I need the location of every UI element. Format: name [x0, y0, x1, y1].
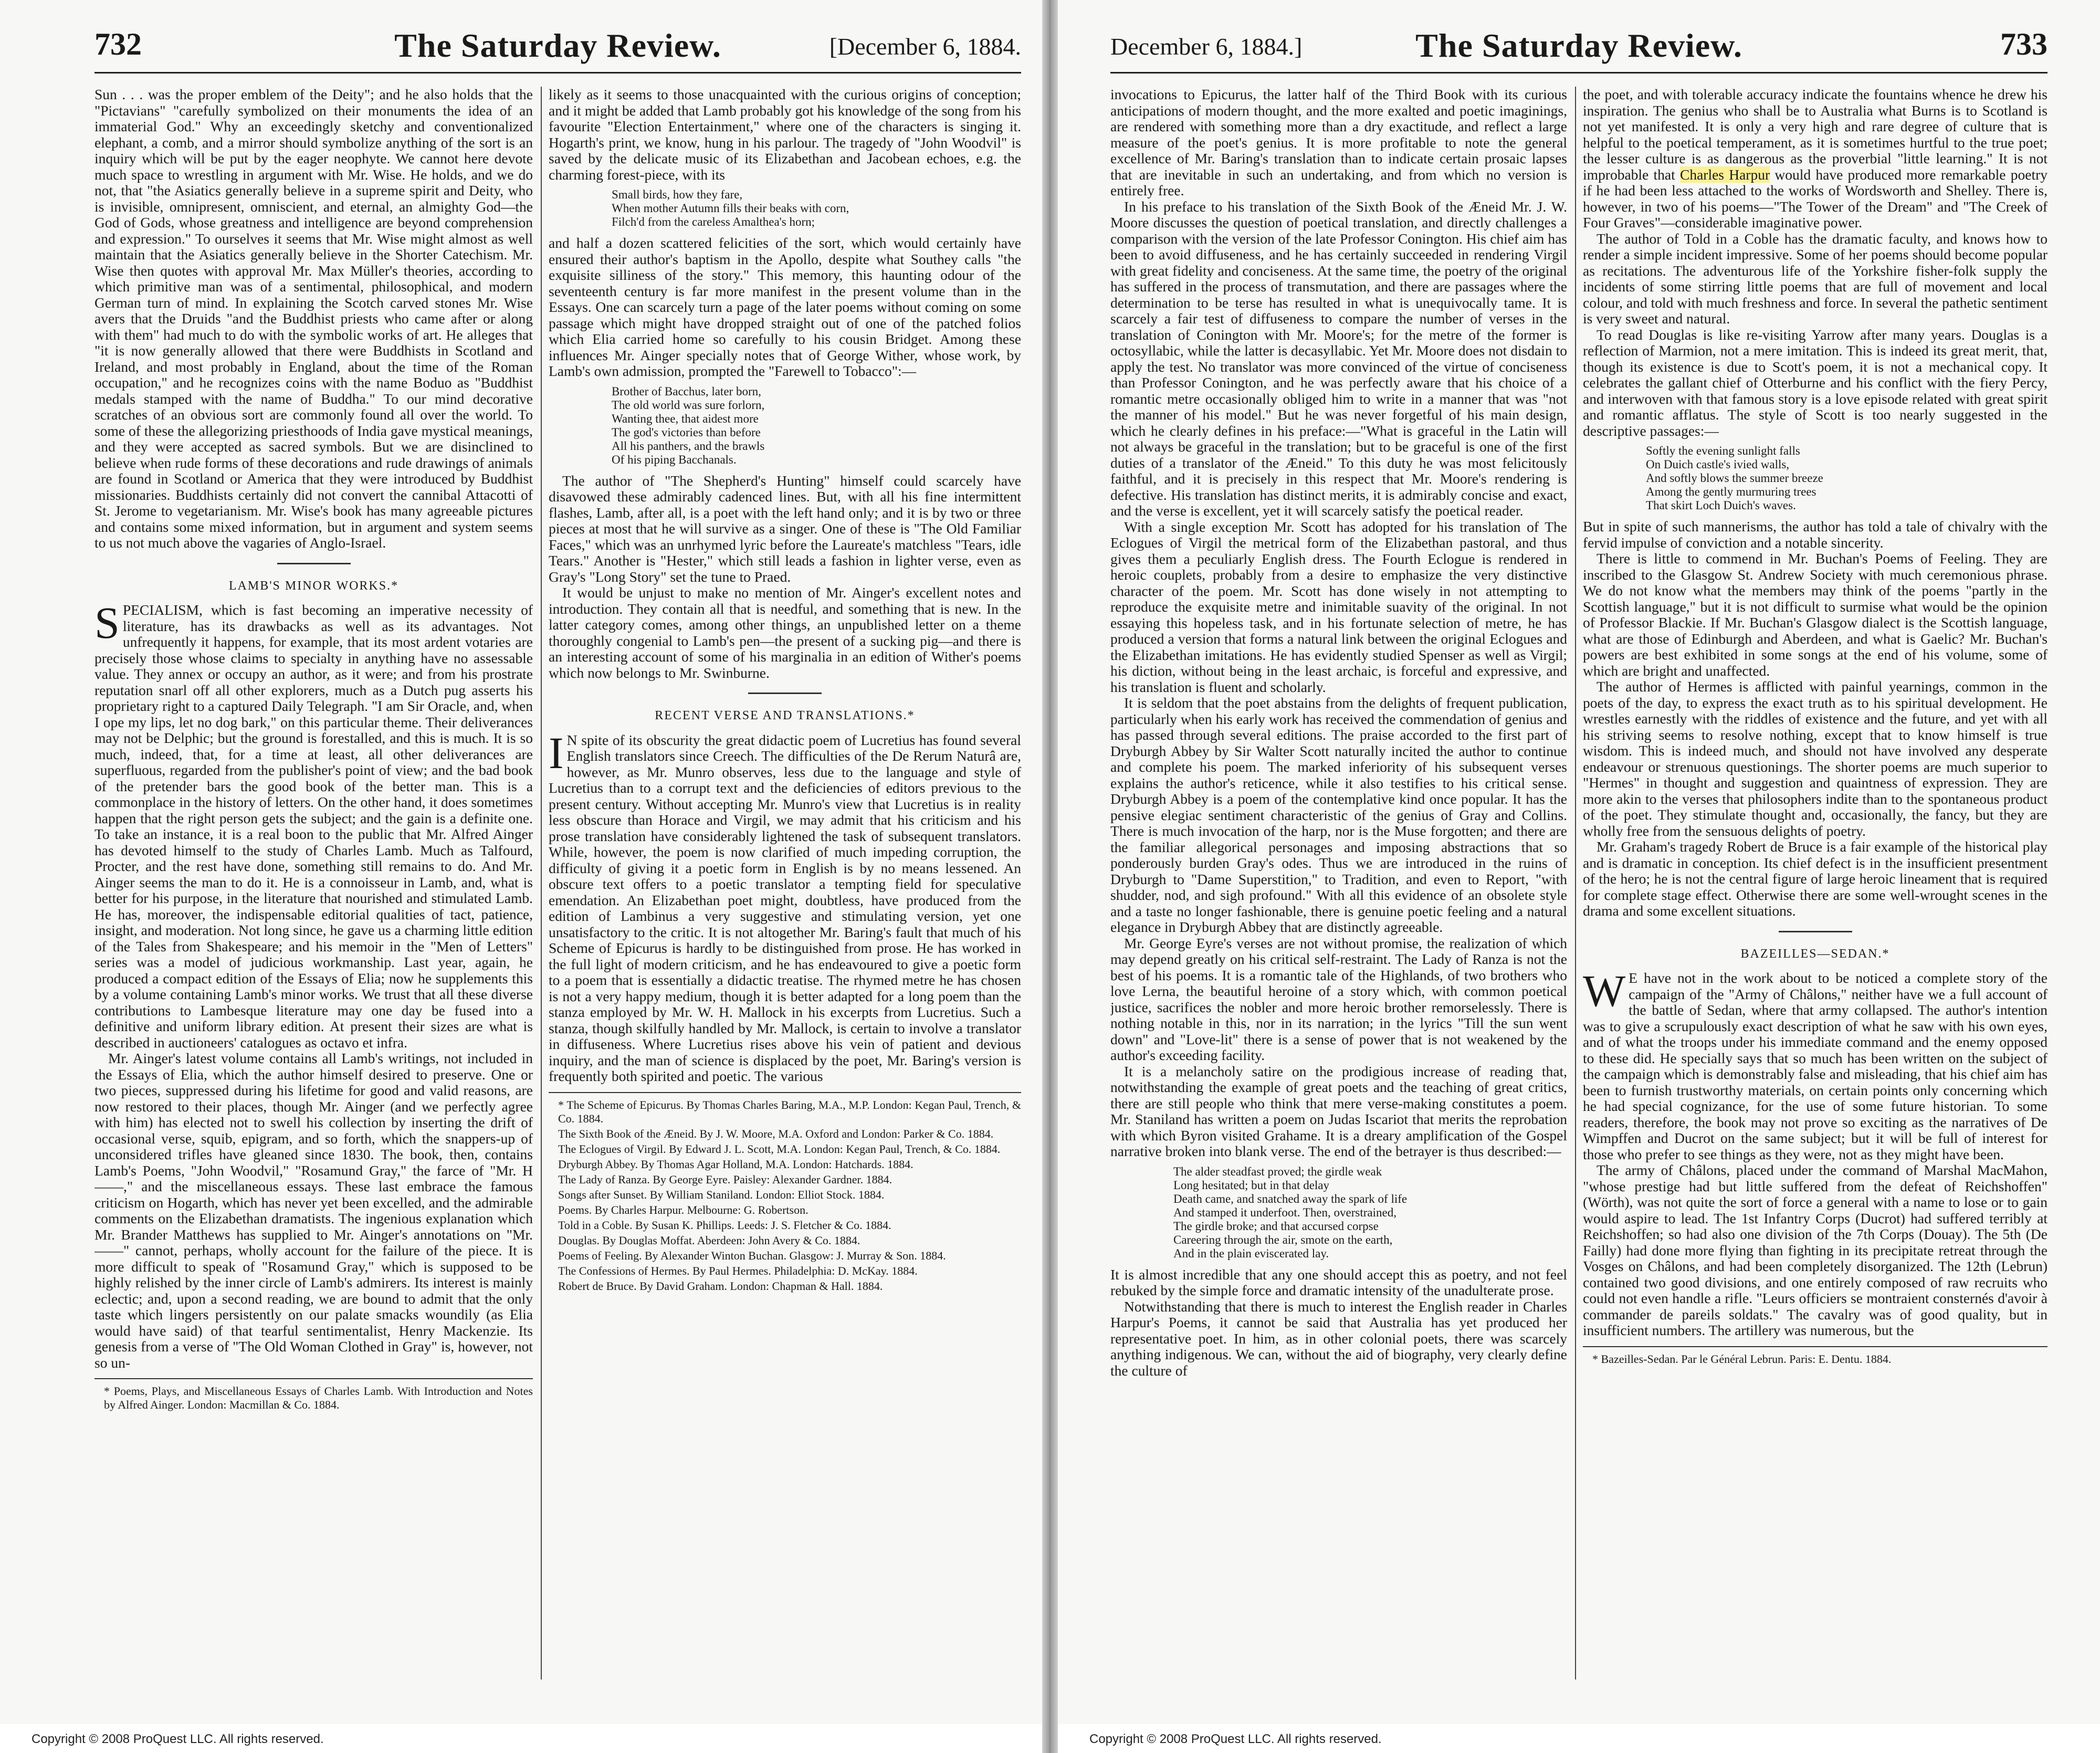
paragraph: Mr. George Eyre's verses are not without promise, the realization of which may depend greatly on his critical self-restraint. The Lady of Ranza is not the best of his poems. It is a romantic tale of the Highlands, of two brothers who love Lerna, the beautiful heroine of a story which, with common poetical justice, sacrifices the nobler and more heroic brother remorselessly. There is nothing notable in this, nor in its narration; in the lyrics "Till the sun went down" and "Love-lit" there is a sense of power that is not weakened by the author's exceeding facility. [1110, 935, 1567, 1063]
page-number: 732 [94, 27, 142, 61]
poem-line: Among the gently murmuring trees [1646, 485, 1816, 498]
paragraph: Notwithstanding that there is much to interest the English reader in Charles Harpur's Poems, it cannot be said that Australia has yet produced her representative poet. In him, as in other colonial poets, there was scarcely anything indigenous. We can, without the aid of biography, very clearly define the culture of [1110, 1298, 1567, 1379]
poem-line: Filch'd from the careless Amalthea's horn; [612, 215, 815, 228]
poem-line: On Duich castle's ivied walls, [1646, 458, 1790, 471]
paragraph: The author of Hermes is afflicted with painful yearnings, common in the poets of the day, to express the exact truth as to his spiritual development. He wrestles earnestly with the riddles of existence and the future, and yet with all his striving seems to resolve nothing, except that to know himself is true wisdom. This is indeed much, and should not have involved any desperate endeavour or strenuous questionings. The shorter poems are much superior to "Hermes" in thought and suggestion and quaintness of expression. They are more akin to the verses that philosophers indite than to the spontaneous product of the poet. They stimulate thought and, occasionally, the fancy, but they are wholly free from the sensuous delights of poetry. [1583, 678, 2048, 839]
paragraph: SPECIALISM, which is fast becoming an imperative necessity of literature, has its drawbacks as well as its advantages. Not unfrequently it happens, for example, that its most ardent votaries are precisely those whose claims to specialty in anything have no assessable value. They annex or occupy an author, as it were; and from his prostrate reputation snarl off all other explorers, much as a Dutch pug asserts his proprietary right to a captured Daily Telegraph. "I am Sir Oracle, and, when I ope my lips, let no dog bark," on this particular theme. Their deliverances may not be Delphic; but the ground is forestalled, and this is much. It is so much, indeed, that, for a time at least, all other deliverances are superfluous, regarded from the publisher's point of view; and the bad book of the pretender bars the good book of the better man. This is a commonplace in the history of letters. On the other hand, it does sometimes happen that the right person gets the subject; and the gain is a definite one. To take an instance, it is a real boon to the public that Mr. Alfred Ainger has devoted himself to the study of Charles Lamb. Much as Talfourd, Procter, and the rest have done, something still remains to do. And Mr. Ainger seems the man to do it. He is a connoisseur in Lamb, and, what is better for his purpose, in the literature that nourished and stimulated Lamb. He has, moreover, the indispensable editorial qualities of tact, patience, insight, and moderation. Not long since, he gave us a charming little edition of the Tales from Shakespeare; and his memoir in the "Men of Letters" series was a model of judicious workmanship. Last year, again, he produced a compact edition of the Essays of Elia; now he supplements this by a volume containing Lamb's minor works. We trust that all these diverse contributions to Lambesque literature may one day be fused into a definitive and uniform library edition. At present their sizes are what is described in auctioneers' catalogues as octavo et infra. [94, 597, 533, 1051]
footnote: Douglas. By Douglas Moffat. Aberdeen: John Avery & Co. 1884. [558, 1233, 860, 1247]
poem-line: The alder steadfast proved; the girdle weak [1173, 1164, 1382, 1178]
footnote: The Confessions of Hermes. By Paul Hermes. Philadelphia: D. McKay. 1884. [558, 1264, 918, 1277]
footnote: Poems. By Charles Harpur. Melbourne: G. Robertson. [558, 1203, 808, 1216]
footnote: Robert de Bruce. By David Graham. London: Chapman & Hall. 1884. [558, 1279, 883, 1293]
poem-excerpt [1583, 444, 2048, 512]
footnotes [94, 1378, 533, 1412]
paragraph: The army of Châlons, placed under the command of Marshal MacMahon, "whose prestige had but little suffered from the defeat of Reichshoffen" (Wörth), was not quite the sort of force a general with a name to lose or to gain would aspire to lead. The 1st Infantry Corps (Ducrot) had suffered terribly at Reichshoffen; so had also one division of the 7th Corps (Douay). The 5th (De Failly) had done more flying than fighting in its precipitate retreat through the Vosges on Châlons, and had been completely disorganized. The 12th (Lebrun) contained two good divisions, and one entirely composed of raw recruits who could not even handle a rifle. "Leurs officiers se montraient consternés d'avoir à commander de pareils soldats." The cavalry was of good quality, but in insufficient numbers. The artillery was numerous, but the [1583, 1162, 2048, 1338]
poem-excerpt [549, 188, 1021, 229]
poem-line: Long hesitated; but in that delay [1173, 1178, 1330, 1192]
right-column-1 [1110, 87, 1567, 1679]
poem-line: The girdle broke; and that accursed corpse [1173, 1219, 1379, 1233]
footnote: * Poems, Plays, and Miscellaneous Essays of Charles Lamb. With Introduction and Notes by Alfred Ainger. London: Macmillan & Co. 1884. [104, 1384, 533, 1411]
section-divider [1779, 931, 1852, 932]
footnote: Told in a Coble. By Susan K. Phillips. Leeds: J. S. Fletcher & Co. 1884. [558, 1218, 891, 1232]
footnote: The Lady of Ranza. By George Eyre. Paisley: Alexander Gardner. 1884. [558, 1172, 892, 1186]
left-column-1 [94, 87, 533, 1679]
poem-line: Wanting thee, that aidest more [612, 412, 759, 425]
drop-cap: W [1583, 965, 1626, 1016]
footnotes [549, 1092, 1021, 1293]
poem-line: The god's victories than before [612, 425, 761, 439]
section-divider [748, 692, 822, 694]
paragraph: The author of Told in a Coble has the dramatic faculty, and knows how to render a simple incident impressive. Some of her poems should become popular as recitations. The adventurous life of the Yorkshire fisher-folk supply the incidents of some stirring little poems that are full of movement and local colour, and told with much freshness and force. In several the pathetic sentiment is very sweet and natural. [1583, 230, 2048, 327]
poem-line: Careering through the air, smote on the earth, [1173, 1233, 1393, 1246]
issue-date: December 6, 1884.] [1110, 33, 1303, 60]
footnotes [1583, 1346, 2048, 1366]
poem-line: Brother of Bacchus, later born, [612, 384, 761, 398]
paragraph: the poet, and with tolerable accuracy indicate the fountains whence he drew his inspiration. The genius who shall be to Australia what Burns is to Scotland is not yet manifested. It is only a very high and rare degree of culture that is helpful to the poetical temperament, as it is sometimes hurtful to the true poet; the lesser culture is as dangerous as the proverbial "little learning." It is not improbable that Charles Harpur would have produced more remarkable poetry if he had been less attached to the works of Wordsworth and Shelley. There is, however, in two of his poems—"The Tower of the Dream" and "The Creek of Four Graves"—considerable imaginative power. [1583, 87, 2048, 230]
column-rule [1575, 87, 1576, 1679]
footnote: * The Scheme of Epicurus. By Thomas Charles Baring, M.A., M.P. London: Kegan Paul, Trench, & Co. 1884. [558, 1098, 1021, 1125]
paragraph: Mr. Ainger's latest volume contains all Lamb's writings, not included in the Essays of Elia, which the author himself desired to preserve. One or two pieces, suppressed during his lifetime for good and valid reasons, are now restored to their places, though Mr. Ainger (and we perfectly agree with him) has elected not to swell his collection by inserting the drift of occasional verse, squib, epigram, and so forth, which the snappers-up of unconsidered trifles have gleaned since 1830. The book, then, contains Lamb's Poems, "John Woodvil," "Rosamund Gray," the farce of "Mr. H——," and the miscellaneous essays. These last embrace the famous criticism on Hogarth, which has never yet been excelled, and the admirable comments on the Elizabethan dramatists. The ingenious explanation which Mr. Brander Matthews has supplied to Mr. Ainger's annotations on "Mr. ——" cannot, perhaps, wholly account for the failure of the piece. It is more difficult to speak of "Rosamund Gray," which is supposed to be highly relished by the inner circle of Lamb's admirers. Its interest is mainly eclectic; and, upon a second reading, we are bound to admit that the only taste which lingers persistently on our palate smacks woundily (as Elia would have said) of that tearful sentimentalist, Henry Mackenzie. Its genesis from a verse of "The Old Woman Clothed in Gray" is, however, not so un- [94, 1050, 533, 1371]
footnote: Songs after Sunset. By William Staniland. London: Elliot Stock. 1884. [558, 1188, 885, 1201]
section-title: BAZEILLES—SEDAN.* [1740, 947, 1890, 961]
footnote: Poems of Feeling. By Alexander Winton Buchan. Glasgow: J. Murray & Son. 1884. [558, 1248, 946, 1262]
page-gutter [1042, 0, 1058, 1753]
journal-title: The Saturday Review. [1415, 27, 1742, 64]
copyright-notice: Copyright © 2008 ProQuest LLC. All rights reserved. [1089, 1732, 1382, 1746]
paragraph: There is little to commend in Mr. Buchan's Poems of Feeling. They are inscribed to the Glasgow St. Andrew Society with much ceremonious phrase. We do not know what the members may think of the poems "partly in the Scottish language," but it is not difficult to surmise what would be the opinion of Professor Blackie. If Mr. Buchan's Glasgow dialect is the Scottish language, what are those of Edinburgh and Aberdeen, and what is Gaelic? Mr. Buchan's powers are best exhibited in some songs at the end of his volume, some of which are bright and unaffected. [1583, 550, 2048, 679]
paragraph: With a single exception Mr. Scott has adopted for his translation of The Eclogues of Virgil the metrical form of the Elizabethan pastoral, and thus gives them a peculiarly English dress. The Fourth Eclogue is rendered in heroic couplets, probably from a desire to emphasize the very distinctive character of the poem. Mr. Scott has done wisely in not attempting to reproduce the exquisite metre and inimitable suavity of the original. In not essaying this hopeless task, and in his fortunate selection of metre, he has produced a version that forms a natural link between the original Eclogues and the Elizabethan imitations. He has evidently studied Spenser as well as Virgil; his diction, without being in the least archaic, is forceful and expressive, and his translation is fluent and scholarly. [1110, 518, 1567, 695]
right-page [1058, 0, 2100, 1753]
poem-line: All his panthers, and the brawls [612, 439, 765, 453]
section-divider [277, 563, 351, 564]
right-column-2 [1583, 87, 2048, 1679]
drop-cap: I [549, 727, 564, 778]
section-title: LAMB'S MINOR WORKS.* [228, 579, 399, 593]
paragraph: W E have not in the work about to be noticed a complete story of the campaign of the "Army of Châlons," neither have we a full account of the battle of Sedan, where that army collapsed. The author's intention was to give a scrupulously exact description of what he saw with his own eyes, and of what the troops under his immediate command and the enemy opposed to these did. He specially says that so much has been written on the subject of the campaign which is demonstrably false and misleading, that his chief aim has been to furnish trustworthy materials, on certain points only concerning which he had special cognizance, for the use of some future historian. To some readers, therefore, the book may not prove so exciting as the narratives of De Wimpffen and Ducrot on the same subject; but it will be full of interest for those who prefer to see things as they were, not as they might have been. [1583, 965, 2048, 1162]
footnote: The Sixth Book of the Æneid. By J. W. Moore, M.A. Oxford and London: Parker & Co. 1884. [558, 1127, 994, 1140]
poem-line: The old world was sure forlorn, [612, 398, 765, 412]
paragraph: In his preface to his translation of the Sixth Book of the Æneid Mr. J. W. Moore discusses the question of poetical translation, and directly challenges a comparison with the version of the late Professor Conington. His chief aim has been to avoid diffuseness, and he has certainly succeeded in rendering Virgil with great fidelity and conciseness. At the same time, the poetry of the original has suffered in the process of transmutation, and there are passages where the determination to be terse has resulted in what is unequivocally tame. It is scarcely a fair test of diffuseness to compare the number of verses in the translation of Conington with Mr. Moore's; for the metre of the former is octosyllabic, while the latter is decasyllabic. Yet Mr. Moore does not disdain to apply the test. No translator was more convinced of the virtue of conciseness than Professor Conington, and he was perfectly aware that his choice of a romantic metre occasionally obliged him to write in a manner that was "not the manner of his model." But he was never forgetful of his main design, which he clearly defines in his preface:—"What is graceful in the Latin will not always be graceful in the translation; but to be graceful is one of the first duties of a translator of the Æneid." To this duty he was most felicitously faithful, and it is precisely in this respect that Mr. Moore's rendering is defective. His translation has distinct merits, it is admirably concise and exact, and the verse is excellent, yet it will scarcely satisfy the poetical reader. [1110, 198, 1567, 519]
footnote: * Bazeilles-Sedan. Par le Général Lebrun. Paris: E. Dentu. 1884. [1592, 1352, 1892, 1366]
paragraph: Sun . . . was the proper emblem of the Deity"; and he also holds that the "Pictavians" "carefully symbolized on their monuments the idea of an immaterial God." Why an exceedingly sketchy and conventionalized elephant, a comb, and a mirror should symbolize anything of the sort is an inquiry which will be put by the eager neophyte. We cannot here devote much space to wrestling in argument with Mr. Wise. He holds, and we do not, that "the Asiatics generally believe in a supreme spirit and Deity, who is invisible, omnipresent, omniscient, and eternal, an almighty God—the God of Gods, whose greatness and intelligence are beyond comprehension and expression." To ourselves it seems that Mr. Wise might almost as well maintain that the Asiatics generally believe in the Shorter Catechism. Mr. Wise then quotes with approval Mr. Max Müller's theories, according to which primitive man was of a sentimental, philosophical, and modern German turn of mind. In explaining the Scotch carved stones Mr. Wise avers that the Druids "and the Buddhist priests who came after or along with them" had much to do with the symbolic works of art. He alleges that "it is now generally allowed that there were Buddhists in Scotland and Ireland, and most probably in England, about the time of the Roman occupation," and he recognizes coins with the name Boduo as "Buddhist medals stamped with the name of Buddha." To our mind decorative scratches of an obvious sort are commonly found all over the world. To some of these the allegorizing priesthoods of India gave mystical meanings, and they were accepted as sacred symbols. But we are disinclined to believe when rude forms of these decorations and rude drawings of animals are found in Scotland or America that they were introduced by Buddhist missionaries. Buddhists certainly did not convert the cannibal Attacotti of St. Jerome to vegetarianism. Mr. Wise's book has many agreeable pictures and contains some mixed information, but in argument and system seems to us not much above the vagaries of Anglo-Israel. [94, 87, 533, 551]
highlighted-text: Charles Harpur [1679, 166, 1770, 183]
page-number: 733 [2000, 27, 2048, 61]
paragraph: invocations to Epicurus, the latter half of the Third Book with its curious anticipations of modern thought, and the more exalted and poetic imaginings, are rendered with something more than a dry exactitude, and reflect a large measure of the poet's genius. It is more profitable to note the general excellence of Mr. Baring's translation than to indicate certain prosaic lapses that are inevitable in such an undertaking, and from which no version is entirely free. [1110, 87, 1567, 198]
paragraph: and half a dozen scattered felicities of the sort, which would certainly have ensured their author's baptism in the Apollo, despite what Southey calls "the exquisite silliness of the story." This memory, this haunting odour of the seventeenth century is far more manifest in the present volume than in the Essays. One can scarcely turn a page of the later poems without coming on some passage which might have dropped straight out of one of the patched folios which Elia carried home so carefully to his cousin Bridget. Among these influences Mr. Ainger specially notes that of George Wither, whose work, by Lamb's own admission, prompted the "Farewell to Tobacco":— [549, 235, 1021, 379]
paragraph: Mr. Graham's tragedy Robert de Bruce is a fair example of the historical play and is dramatic in conception. Its chief defect is in the insufficient presentment of the hero; he is not the central figure of large heroic lineament that is required for complete stage effect. Otherwise there are some well-wrought scenes in the drama and some excellent situations. [1583, 838, 2048, 919]
column-rule [541, 87, 542, 1679]
footnote: The Eclogues of Virgil. By Edward J. L. Scott, M.A. London: Kegan Paul, Trench, & Co. 1884. [558, 1142, 1001, 1156]
paragraph: But in spite of such mannerisms, the author has told a tale of chivalry with the fervid impulse of conviction and a notable sincerity. [1583, 518, 2048, 551]
footnote: Dryburgh Abbey. By Thomas Agar Holland, M.A. London: Hatchards. 1884. [558, 1157, 914, 1171]
paragraph: It is a melancholy satire on the prodigious increase of reading that, notwithstanding the example of great poets and the teaching of great critics, there are still people who think that mere verse-making constitutes a poem. Mr. Staniland has written a poem on Judas Iscariot that merits the reprobation with which Byron visited Grahame. It is a dreary amplification of the Gospel narrative broken into blank verse. The end of the betrayer is thus described:— [1110, 1063, 1567, 1159]
paragraph: To read Douglas is like re-visiting Yarrow after many years. Douglas is a reflection of Marmion, not a mere imitation. This is indeed its great merit, that, though its existence is due to Scott's poem, it is not a mechanical copy. It celebrates the gallant chief of Otterburne and his conflict with the fiery Percy, and interwoven with that famous story is a love episode related with great spirit and romantic afflatus. The style of Scott is too nearly suggested in the descriptive passages:— [1583, 326, 2048, 439]
drop-cap: S [94, 597, 120, 648]
poem-line: Small birds, how they fare, [612, 188, 743, 201]
copyright-notice: Copyright © 2008 ProQuest LLC. All rights reserved. [32, 1732, 324, 1746]
poem-excerpt [549, 385, 1021, 467]
poem-line: That skirt Loch Duich's waves. [1646, 499, 1796, 512]
section-title: RECENT VERSE AND TRANSLATIONS.* [655, 709, 915, 722]
left-page [0, 0, 1042, 1753]
journal-title: The Saturday Review. [394, 27, 721, 64]
poem-excerpt [1110, 1165, 1567, 1261]
poem-line: When mother Autumn fills their beaks with corn, [612, 202, 849, 215]
poem-line: And stamped it underfoot. Then, overstrained, [1173, 1205, 1396, 1219]
right-masthead [1110, 21, 2048, 74]
left-masthead [94, 21, 1021, 74]
paragraph: It is almost incredible that any one should accept this as poetry, and not feel rebuked by the simple force and dramatic intensity of the unadulterate prose. [1110, 1266, 1567, 1298]
poem-line: Of his piping Bacchanals. [612, 453, 737, 466]
poem-line: And in the plain eviscerated lay. [1173, 1246, 1329, 1260]
issue-date: [December 6, 1884. [829, 33, 1021, 60]
poem-line: Softly the evening sunlight falls [1646, 444, 1800, 457]
paragraph: It would be unjust to make no mention of Mr. Ainger's excellent notes and introduction. They contain all that is needful, and something that is new. In the latter category comes, among other things, an unpublished letter on a theme thoroughly congenial to Lamb's pen—the present of a sucking pig—and there is an interesting account of some of his marginalia in an edition of Wither's poems which now belongs to Mr. Swinburne. [549, 584, 1021, 681]
left-column-2 [549, 87, 1021, 1679]
paragraph: It is seldom that the poet abstains from the delights of frequent publication, particularly when his early work has received the commendation of genius and has passed through several editions. The praise accorded to the first part of Dryburgh Abbey by Sir Walter Scott naturally incited the author to continue and complete his poem. The marked inferiority of his subsequent verses explains the author's reticence, while it also testifies to his critical sense. Dryburgh Abbey is a poem of the contemplative kind once popular. It has the pensive elegiac sentiment characteristic of the genius of Gray and Collins. There is much invocation of the harp, nor is the Muse forgotten; and there are the familiar allegorical personages and imposing abstractions that so ponderously burden Gray's odes. Thus we are introduced in the ruins of Dryburgh to "Dame Superstition," to Tradition, and even to Report, "with shudder, nod, and sigh profound." With all this evidence of an obsolete style and a taste no longer fashionable, there is genuine poetic feeling and a natural elegance in Dryburgh Abbey that are distinctly agreeable. [1110, 695, 1567, 935]
poem-line: And softly blows the summer breeze [1646, 471, 1823, 485]
poem-line: Death came, and snatched away the spark of life [1173, 1192, 1408, 1205]
paragraph: likely as it seems to those unacquainted with the curious origins of conception; and it might be added that Lamb probably got his knowledge of the song from his favourite "Election Entertainment," where one of the characters is singing it. Hogarth's print, we know, hung in his parlour. The tragedy of "John Woodvil" is saved by the delicate music of its Elizabethan and Jacobean echoes, e.g. the charming forest-piece, with its [549, 87, 1021, 183]
paragraph: I N spite of its obscurity the great didactic poem of Lucretius has found several English translators since Creech. The difficulties of the De Rerum Naturâ are, however, as Mr. Munro observes, less due to the language and style of Lucretius than to a corrupt text and the deficiencies of editors previous to the present century. Without accepting Mr. Munro's view that Lucretius is in reality less obscure than Horace and Virgil, we may admit that his criticism and his prose translation have considerably lightened the task of subsequent translators. While, however, the poem is now clarified of much impeding corruption, the difficulty of giving it a poetic form in English is by no means lessened. An obscure text offers to a poetic translator a tempting field for speculative emendation. An Elizabethan poet might, doubtless, have produced from the edition of Lambinus a very suggestive and stimulating version, yet one unsatisfactory to the critic. It is not altogether Mr. Baring's fault that much of his Scheme of Epicurus is hardly to be distinguished from prose. He has worked in the full light of modern criticism, and he has endeavoured to give a poetic form to a poem that is essentially a didactic treatise. The rhymed metre he has chosen is not a very happy medium, though it is better adapted for a long poem than the stanza employed by Mr. W. H. Mallock in his excerpts from Lucretius. Such a stanza, though skilfully handled by Mr. Mallock, is certain to involve a translator in diffuseness. Where Lucretius rises above his vein of patient and devious inquiry, and the man of science is displaced by the poet, Mr. Baring's version is frequently both spirited and poetic. The various [549, 727, 1021, 1084]
paragraph: The author of "The Shepherd's Hunting" himself could scarcely have disavowed these admirably cadenced lines. But, with all his fine intermittent flashes, Lamb, after all, is a poet with the left hand only; and it is by two or three pieces at most that he will survive as a singer. One of these is "The Old Familiar Faces," which was an unrhymed lyric before the Laureate's matchless "Tears, idle Tears." Another is "Hester," which still leads a fashion in lighter verse, even as Gray's "Long Story" set the tune to Praed. [549, 472, 1021, 585]
